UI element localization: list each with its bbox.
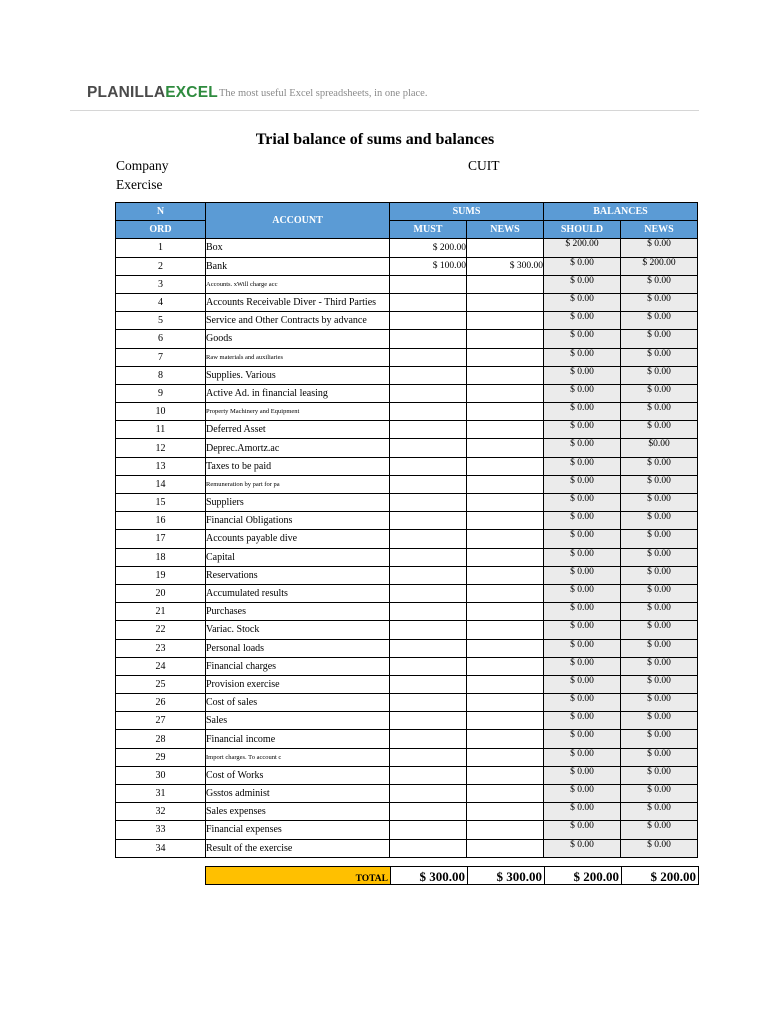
row-sums-news[interactable]: $ 300.00: [467, 257, 544, 275]
row-account[interactable]: Raw materials and auxiliaries: [206, 348, 390, 366]
row-sums-news[interactable]: [467, 330, 544, 348]
row-should[interactable]: $ 0.00: [544, 348, 621, 366]
row-balances-news[interactable]: $ 0.00: [621, 548, 698, 566]
row-account[interactable]: Provision exercise: [206, 675, 390, 693]
row-ord[interactable]: 14: [116, 475, 206, 493]
row-account[interactable]: Cost of sales: [206, 694, 390, 712]
table-row: [116, 821, 698, 839]
row-account[interactable]: Suppliers: [206, 494, 390, 512]
row-sums-news[interactable]: [467, 657, 544, 675]
table-row: [116, 730, 698, 748]
row-account[interactable]: Result of the exercise: [206, 839, 390, 857]
row-balances-news[interactable]: $ 0.00: [621, 803, 698, 821]
row-sums-news[interactable]: [467, 403, 544, 421]
table-row: [116, 748, 698, 766]
table-row: [116, 348, 698, 366]
row-account[interactable]: Reservations: [206, 566, 390, 584]
row-must[interactable]: [390, 675, 467, 693]
row-account[interactable]: Sales: [206, 712, 390, 730]
row-account[interactable]: Supplies. Various: [206, 366, 390, 384]
row-must[interactable]: [390, 566, 467, 584]
row-balances-news[interactable]: $ 0.00: [621, 712, 698, 730]
row-should[interactable]: $ 0.00: [544, 457, 621, 475]
row-account[interactable]: Capital: [206, 548, 390, 566]
row-account[interactable]: Financial Obligations: [206, 512, 390, 530]
row-account[interactable]: Active Ad. in financial leasing: [206, 384, 390, 402]
row-sums-news[interactable]: [467, 312, 544, 330]
page-title: Trial balance of sums and balances: [255, 131, 495, 148]
row-sums-news[interactable]: [467, 730, 544, 748]
table-row: [116, 293, 698, 311]
row-sums-news[interactable]: [467, 293, 544, 311]
row-sums-news[interactable]: [467, 748, 544, 766]
row-balances-news[interactable]: $ 0.00: [621, 348, 698, 366]
row-must[interactable]: [390, 785, 467, 803]
row-account[interactable]: Accounts payable dive: [206, 530, 390, 548]
row-should[interactable]: $ 0.00: [544, 530, 621, 548]
row-must[interactable]: [390, 694, 467, 712]
row-balances-news[interactable]: $ 0.00: [621, 421, 698, 439]
row-ord[interactable]: 15: [116, 494, 206, 512]
table-row: [116, 275, 698, 293]
table-row: [116, 257, 698, 275]
row-account[interactable]: Gsstos administ: [206, 785, 390, 803]
row-balances-news[interactable]: $ 0.00: [621, 475, 698, 493]
row-balances-news[interactable]: $ 0.00: [621, 584, 698, 602]
row-ord[interactable]: 24: [116, 657, 206, 675]
row-balances-news[interactable]: $ 0.00: [621, 239, 698, 257]
row-should[interactable]: $ 0.00: [544, 785, 621, 803]
row-balances-news[interactable]: $ 0.00: [621, 403, 698, 421]
row-ord[interactable]: 7: [116, 348, 206, 366]
row-ord[interactable]: 17: [116, 530, 206, 548]
row-must[interactable]: [390, 275, 467, 293]
row-ord[interactable]: 18: [116, 548, 206, 566]
row-should[interactable]: $ 0.00: [544, 494, 621, 512]
row-sums-news[interactable]: [467, 694, 544, 712]
row-account[interactable]: Taxes to be paid: [206, 457, 390, 475]
row-balances-news[interactable]: $ 0.00: [621, 639, 698, 657]
row-ord[interactable]: 21: [116, 603, 206, 621]
total-balances-news: $ 200.00: [621, 866, 699, 885]
row-must[interactable]: [390, 839, 467, 857]
row-balances-news[interactable]: $ 0.00: [621, 839, 698, 857]
row-must[interactable]: [390, 712, 467, 730]
row-sums-news[interactable]: [467, 494, 544, 512]
row-account[interactable]: Cost of Works: [206, 766, 390, 784]
row-should[interactable]: $ 0.00: [544, 512, 621, 530]
row-should[interactable]: $ 0.00: [544, 330, 621, 348]
row-must[interactable]: [390, 621, 467, 639]
total-must: $ 300.00: [390, 866, 468, 885]
table-body: [116, 239, 698, 857]
row-should[interactable]: $ 0.00: [544, 839, 621, 857]
row-must[interactable]: [390, 821, 467, 839]
table-row: [116, 239, 698, 257]
row-sums-news[interactable]: [467, 603, 544, 621]
row-balances-news[interactable]: $ 0.00: [621, 621, 698, 639]
row-should[interactable]: $ 0.00: [544, 421, 621, 439]
row-account[interactable]: Goods: [206, 330, 390, 348]
row-account[interactable]: Import charges. To account c: [206, 748, 390, 766]
row-ord[interactable]: 4: [116, 293, 206, 311]
row-must[interactable]: [390, 639, 467, 657]
row-account[interactable]: Deprec.Amortz.ac: [206, 439, 390, 457]
table-row: [116, 785, 698, 803]
total-should: $ 200.00: [544, 866, 622, 885]
row-account[interactable]: Box: [206, 239, 390, 257]
header-balances-news: NEWS: [621, 221, 698, 239]
row-balances-news[interactable]: $ 0.00: [621, 657, 698, 675]
row-account[interactable]: Purchases: [206, 603, 390, 621]
cuit-label: CUIT: [468, 158, 500, 173]
brand-tagline: The most useful Excel spreadsheets, in one place.: [219, 88, 428, 99]
row-ord[interactable]: 1: [116, 239, 206, 257]
row-sums-news[interactable]: [467, 348, 544, 366]
row-should[interactable]: $ 200.00: [544, 239, 621, 257]
table-row: [116, 621, 698, 639]
row-sums-news[interactable]: [467, 712, 544, 730]
row-balances-news[interactable]: $ 0.00: [621, 330, 698, 348]
row-must[interactable]: [390, 330, 467, 348]
row-balances-news[interactable]: $ 0.00: [621, 457, 698, 475]
row-sums-news[interactable]: [467, 457, 544, 475]
row-sums-news[interactable]: [467, 366, 544, 384]
row-must[interactable]: [390, 439, 467, 457]
row-should[interactable]: $ 0.00: [544, 366, 621, 384]
row-should[interactable]: $ 0.00: [544, 730, 621, 748]
row-should[interactable]: $ 0.00: [544, 403, 621, 421]
row-sums-news[interactable]: [467, 584, 544, 602]
row-ord[interactable]: 31: [116, 785, 206, 803]
row-sums-news[interactable]: [467, 839, 544, 857]
row-sums-news[interactable]: [467, 785, 544, 803]
exercise-label: Exercise: [116, 177, 163, 192]
row-must[interactable]: [390, 384, 467, 402]
row-ord[interactable]: 23: [116, 639, 206, 657]
table-row: [116, 439, 698, 457]
row-balances-news[interactable]: $ 0.00: [621, 293, 698, 311]
table-row: [116, 657, 698, 675]
row-sums-news[interactable]: [467, 239, 544, 257]
row-must[interactable]: [390, 803, 467, 821]
row-sums-news[interactable]: [467, 439, 544, 457]
row-balances-news[interactable]: $ 0.00: [621, 694, 698, 712]
table-row: [116, 494, 698, 512]
row-must[interactable]: $ 200.00: [390, 239, 467, 257]
row-balances-news[interactable]: $ 0.00: [621, 566, 698, 584]
row-should[interactable]: $ 0.00: [544, 639, 621, 657]
row-should[interactable]: $ 0.00: [544, 675, 621, 693]
row-ord[interactable]: 9: [116, 384, 206, 402]
row-sums-news[interactable]: [467, 530, 544, 548]
row-sums-news[interactable]: [467, 803, 544, 821]
row-must[interactable]: [390, 766, 467, 784]
row-must[interactable]: $ 100.00: [390, 257, 467, 275]
header-account: ACCOUNT: [206, 203, 390, 239]
row-ord[interactable]: 30: [116, 766, 206, 784]
row-must[interactable]: [390, 494, 467, 512]
total-label: TOTAL: [205, 866, 391, 885]
table-row: [116, 384, 698, 402]
row-must[interactable]: [390, 457, 467, 475]
row-must[interactable]: [390, 657, 467, 675]
row-account[interactable]: Variac. Stock: [206, 621, 390, 639]
table-row: [116, 330, 698, 348]
table-row: [116, 803, 698, 821]
row-sums-news[interactable]: [467, 512, 544, 530]
row-ord[interactable]: 33: [116, 821, 206, 839]
row-should[interactable]: $ 0.00: [544, 712, 621, 730]
row-balances-news[interactable]: $ 200.00: [621, 257, 698, 275]
header-sums-news: NEWS: [467, 221, 544, 239]
row-ord[interactable]: 29: [116, 748, 206, 766]
table-row: [116, 639, 698, 657]
row-account[interactable]: Bank: [206, 257, 390, 275]
table-row: [116, 584, 698, 602]
table-row: [116, 366, 698, 384]
row-must[interactable]: [390, 584, 467, 602]
row-must[interactable]: [390, 312, 467, 330]
table-row: [116, 694, 698, 712]
row-sums-news[interactable]: [467, 548, 544, 566]
table-row: [116, 839, 698, 857]
row-ord[interactable]: 19: [116, 566, 206, 584]
row-should[interactable]: $ 0.00: [544, 439, 621, 457]
row-account[interactable]: Accounts Receivable Diver - Third Parties: [206, 293, 390, 311]
row-must[interactable]: [390, 730, 467, 748]
row-account[interactable]: Property Machinery and Equipment: [206, 403, 390, 421]
header-should: SHOULD: [544, 221, 621, 239]
row-account[interactable]: Accounts. xWill charge acc: [206, 275, 390, 293]
row-ord[interactable]: 16: [116, 512, 206, 530]
row-must[interactable]: [390, 603, 467, 621]
row-should[interactable]: $ 0.00: [544, 766, 621, 784]
total-sums-news: $ 300.00: [467, 866, 545, 885]
row-must[interactable]: [390, 548, 467, 566]
row-account[interactable]: Remuneration by part for pa: [206, 475, 390, 493]
row-account[interactable]: Deferred Asset: [206, 421, 390, 439]
row-should[interactable]: $ 0.00: [544, 475, 621, 493]
table-row: [116, 512, 698, 530]
row-ord[interactable]: 28: [116, 730, 206, 748]
row-should[interactable]: $ 0.00: [544, 257, 621, 275]
row-ord[interactable]: 26: [116, 694, 206, 712]
row-account[interactable]: Financial income: [206, 730, 390, 748]
row-should[interactable]: $ 0.00: [544, 293, 621, 311]
row-balances-news[interactable]: $ 0.00: [621, 748, 698, 766]
row-must[interactable]: [390, 530, 467, 548]
header-must: MUST: [390, 221, 467, 239]
row-ord[interactable]: 27: [116, 712, 206, 730]
table-row: [116, 566, 698, 584]
table-row: [116, 675, 698, 693]
row-ord[interactable]: 12: [116, 439, 206, 457]
table-row: [116, 457, 698, 475]
row-balances-news[interactable]: $0.00: [621, 439, 698, 457]
row-must[interactable]: [390, 512, 467, 530]
row-ord[interactable]: 8: [116, 366, 206, 384]
row-account[interactable]: Personal loads: [206, 639, 390, 657]
row-should[interactable]: $ 0.00: [544, 275, 621, 293]
company-label: Company: [116, 158, 169, 173]
row-must[interactable]: [390, 348, 467, 366]
row-ord[interactable]: 10: [116, 403, 206, 421]
brand-logo-part2: EXCEL: [165, 84, 218, 101]
row-sums-news[interactable]: [467, 675, 544, 693]
row-balances-news[interactable]: $ 0.00: [621, 312, 698, 330]
row-ord[interactable]: 22: [116, 621, 206, 639]
row-account[interactable]: Sales expenses: [206, 803, 390, 821]
row-should[interactable]: $ 0.00: [544, 603, 621, 621]
row-balances-news[interactable]: $ 0.00: [621, 366, 698, 384]
row-balances-news[interactable]: $ 0.00: [621, 384, 698, 402]
row-ord[interactable]: 20: [116, 584, 206, 602]
row-must[interactable]: [390, 748, 467, 766]
row-account[interactable]: Financial charges: [206, 657, 390, 675]
header-balances: BALANCES: [544, 203, 698, 221]
brand-logo[interactable]: [87, 84, 218, 102]
header-n: N: [116, 203, 206, 221]
row-ord[interactable]: 34: [116, 839, 206, 857]
row-ord[interactable]: 25: [116, 675, 206, 693]
header-sums: SUMS: [390, 203, 544, 221]
row-ord[interactable]: 5: [116, 312, 206, 330]
row-balances-news[interactable]: $ 0.00: [621, 603, 698, 621]
row-balances-news[interactable]: $ 0.00: [621, 512, 698, 530]
row-sums-news[interactable]: [467, 621, 544, 639]
row-account[interactable]: Service and Other Contracts by advance: [206, 312, 390, 330]
row-should[interactable]: $ 0.00: [544, 584, 621, 602]
row-sums-news[interactable]: [467, 766, 544, 784]
row-sums-news[interactable]: [467, 384, 544, 402]
table-row: [116, 421, 698, 439]
row-should[interactable]: $ 0.00: [544, 748, 621, 766]
row-should[interactable]: $ 0.00: [544, 312, 621, 330]
row-balances-news[interactable]: $ 0.00: [621, 785, 698, 803]
row-balances-news[interactable]: $ 0.00: [621, 494, 698, 512]
row-sums-news[interactable]: [467, 475, 544, 493]
row-should[interactable]: $ 0.00: [544, 821, 621, 839]
row-should[interactable]: $ 0.00: [544, 384, 621, 402]
row-sums-news[interactable]: [467, 821, 544, 839]
table-row: [116, 403, 698, 421]
row-should[interactable]: $ 0.00: [544, 548, 621, 566]
row-should[interactable]: $ 0.00: [544, 621, 621, 639]
header-ord: ORD: [116, 221, 206, 239]
row-should[interactable]: $ 0.00: [544, 657, 621, 675]
table-row: [116, 766, 698, 784]
brand-logo-part1: PLANILLA: [87, 84, 166, 101]
row-sums-news[interactable]: [467, 639, 544, 657]
row-should[interactable]: $ 0.00: [544, 694, 621, 712]
table-row: [116, 603, 698, 621]
row-sums-news[interactable]: [467, 421, 544, 439]
row-must[interactable]: [390, 475, 467, 493]
site-header: [87, 82, 699, 110]
row-account[interactable]: Financial expenses: [206, 821, 390, 839]
row-should[interactable]: $ 0.00: [544, 803, 621, 821]
row-must[interactable]: [390, 366, 467, 384]
trial-balance-table: [115, 202, 698, 858]
table-row: [116, 312, 698, 330]
row-balances-news[interactable]: $ 0.00: [621, 675, 698, 693]
row-must[interactable]: [390, 421, 467, 439]
row-account[interactable]: Accumulated results: [206, 584, 390, 602]
row-sums-news[interactable]: [467, 275, 544, 293]
row-balances-news[interactable]: $ 0.00: [621, 530, 698, 548]
row-balances-news[interactable]: $ 0.00: [621, 821, 698, 839]
table-row: [116, 475, 698, 493]
row-ord[interactable]: 2: [116, 257, 206, 275]
row-should[interactable]: $ 0.00: [544, 566, 621, 584]
table-row: [116, 530, 698, 548]
table-row: [116, 712, 698, 730]
table-row: [116, 548, 698, 566]
row-ord[interactable]: 6: [116, 330, 206, 348]
row-must[interactable]: [390, 293, 467, 311]
row-balances-news[interactable]: $ 0.00: [621, 730, 698, 748]
row-balances-news[interactable]: $ 0.00: [621, 766, 698, 784]
row-ord[interactable]: 3: [116, 275, 206, 293]
row-ord[interactable]: 11: [116, 421, 206, 439]
row-must[interactable]: [390, 403, 467, 421]
row-ord[interactable]: 13: [116, 457, 206, 475]
header-divider: [70, 110, 699, 111]
row-sums-news[interactable]: [467, 566, 544, 584]
row-ord[interactable]: 32: [116, 803, 206, 821]
row-balances-news[interactable]: $ 0.00: [621, 275, 698, 293]
